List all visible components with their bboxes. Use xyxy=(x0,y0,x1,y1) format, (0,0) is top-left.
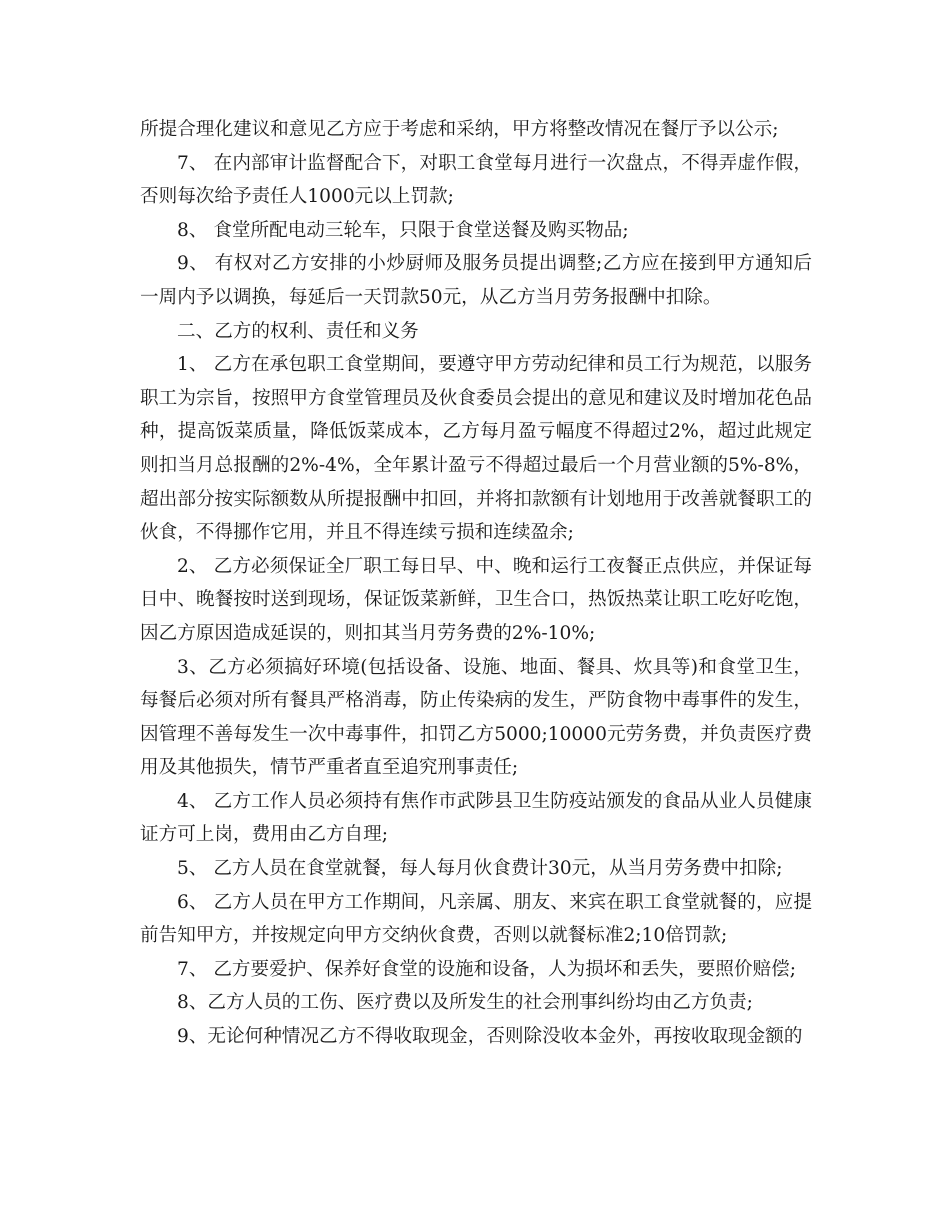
paragraph-b-item-5: 5、 乙方人员在食堂就餐，每人每月伙食费计30元，从当月劳务费中扣除; xyxy=(177,858,783,880)
paragraph-b-item-7: 7、 乙方要爱护、保养好食堂的设施和设备，人为损坏和丢失，要照价赔偿; xyxy=(177,958,797,980)
paragraph-b-item-4: 4、 乙方工作人员必须持有焦作市武陟县卫生防疫站颁发的食品从业人员健康证方可上岗，费用由乙方自理; xyxy=(140,790,812,846)
paragraph-b-item-9: 9、无论何种情况乙方不得收取现金，否则除没收本金外，再按收取现金额的 xyxy=(177,1026,803,1048)
paragraph-b-item-2: 2、 乙方必须保证全厂职工每日早、中、晚和运行工夜餐正点供应，并保证每日中、晚餐按时送到现场，保证饭菜新鲜，卫生合口，热饭热菜让职工吃好吃饱，因乙方原因造成延误的，则扣其当月劳务费的2%-10%; xyxy=(140,555,812,644)
paragraph-b-item-3: 3、乙方必须搞好环境(包括设备、设施、地面、餐具、炊具等)和食堂卫生，每餐后必须对所有餐具严格消毒，防止传染病的发生，严防食物中毒事件的发生，因管理不善每发生一次中毒事件，扣罚乙方5000;10000元劳务费，并负责医疗费用及其他损失，情节严重者直至追究刑事责任; xyxy=(140,656,812,779)
paragraph-b-item-6: 6、 乙方人员在甲方工作期间，凡亲属、朋友、来宾在职工食堂就餐的，应提前告知甲方，并按规定向甲方交纳伙食费，否则以就餐标准2;10倍罚款; xyxy=(140,891,812,947)
section-heading-party-b: 二、乙方的权利、责任和义务 xyxy=(177,320,419,342)
paragraph-continuation: 所提合理化建议和意见乙方应于考虑和采纳，甲方将整改情况在餐厅予以公示; xyxy=(140,119,779,140)
paragraph-item-8-tricycle: 8、 食堂所配电动三轮车，只限于食堂送餐及购买物品; xyxy=(177,219,629,241)
paragraph-b-item-8: 8、乙方人员的工伤、医疗费以及所发生的社会刑事纠纷均由乙方负责; xyxy=(177,992,753,1014)
paragraph-item-7-audit: 7、 在内部审计监督配合下，对职工食堂每月进行一次盘点，不得弄虚作假，否则每次给予责任人1000元以上罚款; xyxy=(140,152,812,208)
document-body xyxy=(140,113,812,1054)
paragraph-b-item-1: 1、 乙方在承包职工食堂期间，要遵守甲方劳动纪律和员工行为规范，以服务职工为宗旨，按照甲方食堂管理员及伙食委员会提出的意见和建议及时增加花色品种，提高饭菜质量，降低饭菜成本，乙方每月盈亏幅度不得超过2%，超过此规定则扣当月总报酬的2%-4%，全年累计盈亏不得超过最后一个月营业额的5%-8%，超出部分按实际额数从所提报酬中扣回，并将扣款额有计划地用于改善就餐职工的伙食，不得挪作它用，并且不得连续亏损和连续盈余; xyxy=(140,354,812,544)
paragraph-item-9-staff-adjust: 9、 有权对乙方安排的小炒厨师及服务员提出调整;乙方应在接到甲方通知后一周内予以调换，每延后一天罚款50元，从乙方当月劳务报酬中扣除。 xyxy=(140,253,812,308)
